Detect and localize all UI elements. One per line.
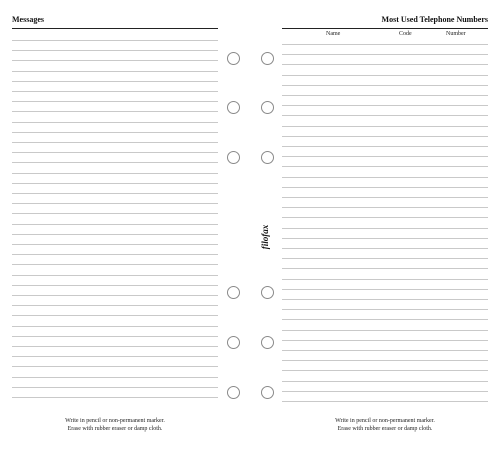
left-ruled-line	[12, 346, 218, 347]
right-ruled-line	[282, 197, 488, 198]
right-ruled-line	[282, 105, 488, 106]
binder-hole-left-2	[227, 101, 240, 114]
left-ruled-line	[12, 366, 218, 367]
right-ruled-line	[282, 115, 488, 116]
binder-hole-left-5	[227, 336, 240, 349]
binder-hole-right-3	[261, 151, 274, 164]
left-ruled-line	[12, 81, 218, 82]
left-ruled-line	[12, 132, 218, 133]
right-ruled-line	[282, 401, 488, 402]
left-ruled-line	[12, 264, 218, 265]
left-footer-line-2: Erase with rubber eraser or damp cloth.	[67, 426, 163, 432]
right-ruled-line	[282, 136, 488, 137]
left-footer	[5, 417, 225, 433]
right-ruled-line	[282, 268, 488, 269]
left-ruled-line	[12, 285, 218, 286]
left-ruled-line	[12, 142, 218, 143]
binder-hole-right-1	[261, 52, 274, 65]
right-ruled-line	[282, 217, 488, 218]
left-ruled-line	[12, 71, 218, 72]
left-ruled-line	[12, 91, 218, 92]
left-ruled-line	[12, 203, 218, 204]
right-ruled-line	[282, 54, 488, 55]
right-ruled-line	[282, 75, 488, 76]
binder-hole-left-6	[227, 386, 240, 399]
left-ruled-line	[12, 152, 218, 153]
right-ruled-line	[282, 187, 488, 188]
right-ruled-line	[282, 319, 488, 320]
left-ruled-line	[12, 173, 218, 174]
left-ruled-line	[12, 326, 218, 327]
left-ruled-line	[12, 275, 218, 276]
binder-hole-right-4	[261, 286, 274, 299]
left-ruled-line	[12, 122, 218, 123]
left-footer-line-1: Write in pencil or non-permanent marker.	[65, 418, 165, 424]
left-ruled-line	[12, 305, 218, 306]
left-ruled-line	[12, 336, 218, 337]
right-ruled-line	[282, 126, 488, 127]
right-ruled-line	[282, 44, 488, 45]
right-ruled-line	[282, 340, 488, 341]
right-footer-line-1: Write in pencil or non-permanent marker.	[335, 418, 435, 424]
column-number-header: Number	[446, 31, 466, 37]
right-ruled-line	[282, 238, 488, 239]
left-ruled-line	[12, 244, 218, 245]
left-ruled-line	[12, 162, 218, 163]
left-ruled-line	[12, 60, 218, 61]
left-ruled-line	[12, 295, 218, 296]
column-code-header: Code	[399, 31, 412, 37]
left-ruled-line	[12, 315, 218, 316]
left-ruled-line	[12, 356, 218, 357]
right-ruled-line	[282, 156, 488, 157]
right-ruled-line	[282, 177, 488, 178]
left-ruled-line	[12, 234, 218, 235]
right-ruled-line	[282, 330, 488, 331]
right-ruled-line	[282, 299, 488, 300]
right-ruled-line	[282, 146, 488, 147]
binder-hole-left-4	[227, 286, 240, 299]
right-ruled-line	[282, 85, 488, 86]
binder-hole-right-6	[261, 386, 274, 399]
left-title-rule	[12, 28, 218, 29]
right-footer-line-2: Erase with rubber eraser or damp cloth.	[337, 426, 433, 432]
right-ruled-line	[282, 289, 488, 290]
brand-text: filofax	[260, 224, 270, 250]
left-ruled-line	[12, 40, 218, 41]
right-page-title: Most Used Telephone Numbers	[381, 15, 488, 24]
left-ruled-line	[12, 387, 218, 388]
right-ruled-line	[282, 370, 488, 371]
binder-hole-left-3	[227, 151, 240, 164]
right-ruled-line	[282, 207, 488, 208]
left-ruled-line	[12, 377, 218, 378]
right-ruled-line	[282, 248, 488, 249]
right-ruled-line	[282, 350, 488, 351]
right-ruled-line	[282, 166, 488, 167]
right-ruled-line	[282, 381, 488, 382]
left-ruled-line	[12, 101, 218, 102]
binder-hole-left-1	[227, 52, 240, 65]
right-ruled-line	[282, 309, 488, 310]
right-ruled-line	[282, 391, 488, 392]
binder-hole-right-2	[261, 101, 274, 114]
binder-hole-right-5	[261, 336, 274, 349]
right-ruled-line	[282, 64, 488, 65]
left-ruled-line	[12, 50, 218, 51]
right-title-rule	[282, 28, 488, 29]
right-ruled-line	[282, 360, 488, 361]
left-ruled-line	[12, 224, 218, 225]
left-ruled-line	[12, 397, 218, 398]
left-ruled-line	[12, 213, 218, 214]
right-ruled-line	[282, 228, 488, 229]
column-name-header: Name	[326, 31, 341, 37]
left-page-title: Messages	[12, 15, 44, 24]
right-footer	[275, 417, 495, 433]
left-ruled-line	[12, 183, 218, 184]
left-ruled-line	[12, 254, 218, 255]
right-ruled-line	[282, 279, 488, 280]
brand-logo	[258, 218, 272, 258]
left-ruled-line	[12, 193, 218, 194]
right-ruled-line	[282, 95, 488, 96]
right-ruled-line	[282, 258, 488, 259]
left-ruled-line	[12, 111, 218, 112]
